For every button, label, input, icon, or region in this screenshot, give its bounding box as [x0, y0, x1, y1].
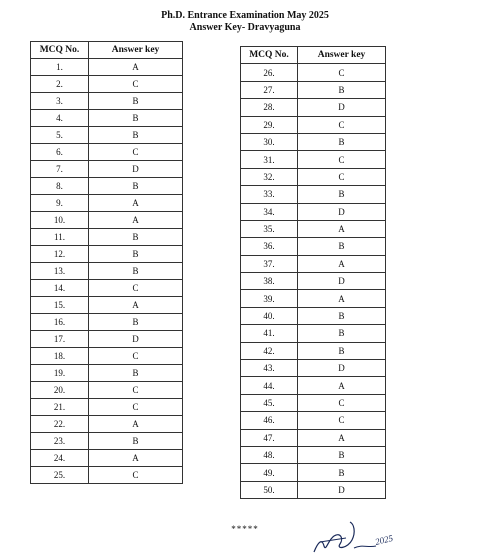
answer-key-header: Answer key	[298, 47, 386, 64]
mcq-number: 13.	[31, 263, 89, 280]
table-row	[241, 133, 386, 150]
end-of-document-stars: *****	[231, 524, 259, 534]
mcq-number: 10.	[31, 212, 89, 229]
answer-value: B	[298, 446, 386, 463]
mcq-number: 35.	[241, 220, 298, 237]
mcq-number: 14.	[31, 280, 89, 297]
table-row	[31, 246, 183, 263]
table-row	[241, 429, 386, 446]
table-row	[31, 144, 183, 161]
table-row	[241, 290, 386, 307]
answer-key-subtitle: Answer Key- Dravyaguna	[189, 22, 301, 33]
answer-value: B	[89, 93, 183, 110]
answer-value: C	[298, 64, 386, 81]
mcq-number: 34.	[241, 203, 298, 220]
mcq-number: 41.	[241, 325, 298, 342]
answer-value: C	[298, 394, 386, 411]
table-row	[241, 325, 386, 342]
table-row	[31, 331, 183, 348]
table-row	[31, 314, 183, 331]
answer-value: C	[89, 280, 183, 297]
mcq-number: 44.	[241, 377, 298, 394]
table-row	[241, 151, 386, 168]
mcq-number: 20.	[31, 382, 89, 399]
answer-value: C	[298, 168, 386, 185]
mcq-no-header: MCQ No.	[241, 47, 298, 64]
table-row	[241, 81, 386, 98]
mcq-number: 30.	[241, 133, 298, 150]
answer-value: C	[89, 467, 183, 484]
mcq-number: 26.	[241, 64, 298, 81]
answer-value: A	[298, 429, 386, 446]
answer-value: B	[89, 365, 183, 382]
answer-value: A	[89, 297, 183, 314]
answer-value: C	[298, 412, 386, 429]
table-row	[31, 382, 183, 399]
table-row	[241, 394, 386, 411]
mcq-number: 50.	[241, 481, 298, 498]
mcq-number: 33.	[241, 186, 298, 203]
table-row	[241, 342, 386, 359]
table-row	[241, 203, 386, 220]
answer-value: B	[89, 127, 183, 144]
table-row	[241, 412, 386, 429]
mcq-number: 49.	[241, 464, 298, 481]
answer-value: A	[89, 212, 183, 229]
answer-key-header: Answer key	[89, 42, 183, 59]
table-row	[241, 116, 386, 133]
table-row	[31, 110, 183, 127]
table-row	[31, 195, 183, 212]
table-row	[31, 450, 183, 467]
mcq-number: 18.	[31, 348, 89, 365]
table-row	[31, 178, 183, 195]
mcq-number: 9.	[31, 195, 89, 212]
table-row	[241, 255, 386, 272]
answer-value: B	[89, 246, 183, 263]
table-row	[31, 399, 183, 416]
answer-value: C	[89, 348, 183, 365]
answer-value: B	[89, 110, 183, 127]
mcq-number: 7.	[31, 161, 89, 178]
answer-value: A	[298, 255, 386, 272]
answer-value: A	[89, 450, 183, 467]
answer-value: D	[89, 331, 183, 348]
table-row	[241, 464, 386, 481]
table-row	[241, 99, 386, 116]
table-row	[31, 365, 183, 382]
table-row	[31, 416, 183, 433]
mcq-number: 8.	[31, 178, 89, 195]
mcq-number: 21.	[31, 399, 89, 416]
answer-value: D	[298, 360, 386, 377]
table-row	[31, 127, 183, 144]
mcq-number: 16.	[31, 314, 89, 331]
mcq-number: 15.	[31, 297, 89, 314]
table-row	[31, 467, 183, 484]
mcq-number: 2.	[31, 76, 89, 93]
table-row	[31, 263, 183, 280]
mcq-number: 47.	[241, 429, 298, 446]
table-row	[241, 481, 386, 498]
table-row	[241, 360, 386, 377]
mcq-number: 3.	[31, 93, 89, 110]
answer-value: B	[298, 186, 386, 203]
answer-value: B	[298, 464, 386, 481]
mcq-no-header: MCQ No.	[31, 42, 89, 59]
mcq-number: 29.	[241, 116, 298, 133]
mcq-number: 17.	[31, 331, 89, 348]
mcq-number: 36.	[241, 238, 298, 255]
answer-value: B	[89, 263, 183, 280]
mcq-number: 1.	[31, 59, 89, 76]
mcq-number: 24.	[31, 450, 89, 467]
signature-date: 2025	[374, 532, 394, 547]
mcq-number: 43.	[241, 360, 298, 377]
table-row	[241, 64, 386, 81]
mcq-number: 48.	[241, 446, 298, 463]
mcq-number: 39.	[241, 290, 298, 307]
table-row	[31, 93, 183, 110]
signature	[310, 518, 420, 555]
answer-value: C	[89, 399, 183, 416]
answer-value: A	[89, 59, 183, 76]
answer-value: B	[298, 307, 386, 324]
mcq-number: 19.	[31, 365, 89, 382]
answer-value: B	[89, 178, 183, 195]
answer-value: C	[89, 144, 183, 161]
answer-value: C	[89, 76, 183, 93]
answer-value: A	[298, 220, 386, 237]
table-row	[31, 229, 183, 246]
table-row	[241, 446, 386, 463]
table-row	[241, 377, 386, 394]
answer-value: B	[298, 342, 386, 359]
exam-title: Ph.D. Entrance Examination May 2025	[161, 10, 329, 21]
answer-value: B	[89, 433, 183, 450]
answer-value: B	[89, 314, 183, 331]
answer-value: C	[89, 382, 183, 399]
mcq-number: 22.	[31, 416, 89, 433]
mcq-number: 4.	[31, 110, 89, 127]
answer-value: A	[298, 377, 386, 394]
table-row	[31, 348, 183, 365]
table-row	[31, 59, 183, 76]
table-row	[241, 186, 386, 203]
answer-value: D	[298, 273, 386, 290]
mcq-number: 42.	[241, 342, 298, 359]
table-row	[31, 280, 183, 297]
answer-value: C	[298, 116, 386, 133]
answer-value: D	[298, 203, 386, 220]
answer-value: B	[89, 229, 183, 246]
mcq-number: 23.	[31, 433, 89, 450]
answer-value: B	[298, 133, 386, 150]
answer-value: D	[298, 481, 386, 498]
table-row	[241, 168, 386, 185]
table-header-row	[31, 42, 183, 59]
mcq-number: 25.	[31, 467, 89, 484]
answer-value: D	[89, 161, 183, 178]
table-header-row	[241, 47, 386, 64]
table-row	[31, 161, 183, 178]
answer-value: A	[298, 290, 386, 307]
mcq-number: 45.	[241, 394, 298, 411]
mcq-number: 12.	[31, 246, 89, 263]
mcq-number: 38.	[241, 273, 298, 290]
answer-table-left	[30, 41, 183, 484]
mcq-number: 37.	[241, 255, 298, 272]
answer-value: B	[298, 325, 386, 342]
mcq-number: 32.	[241, 168, 298, 185]
mcq-number: 28.	[241, 99, 298, 116]
answer-value: B	[298, 81, 386, 98]
table-row	[31, 212, 183, 229]
answer-value: B	[298, 238, 386, 255]
answer-value: C	[298, 151, 386, 168]
answer-value: A	[89, 195, 183, 212]
answer-value: A	[89, 416, 183, 433]
table-row	[241, 220, 386, 237]
mcq-number: 40.	[241, 307, 298, 324]
answer-value: D	[298, 99, 386, 116]
table-row	[31, 433, 183, 450]
answer-table-right	[240, 46, 386, 499]
table-row	[31, 297, 183, 314]
table-row	[241, 238, 386, 255]
mcq-number: 6.	[31, 144, 89, 161]
table-row	[31, 76, 183, 93]
table-row	[241, 273, 386, 290]
mcq-number: 46.	[241, 412, 298, 429]
table-row	[241, 307, 386, 324]
mcq-number: 31.	[241, 151, 298, 168]
mcq-number: 5.	[31, 127, 89, 144]
mcq-number: 27.	[241, 81, 298, 98]
mcq-number: 11.	[31, 229, 89, 246]
